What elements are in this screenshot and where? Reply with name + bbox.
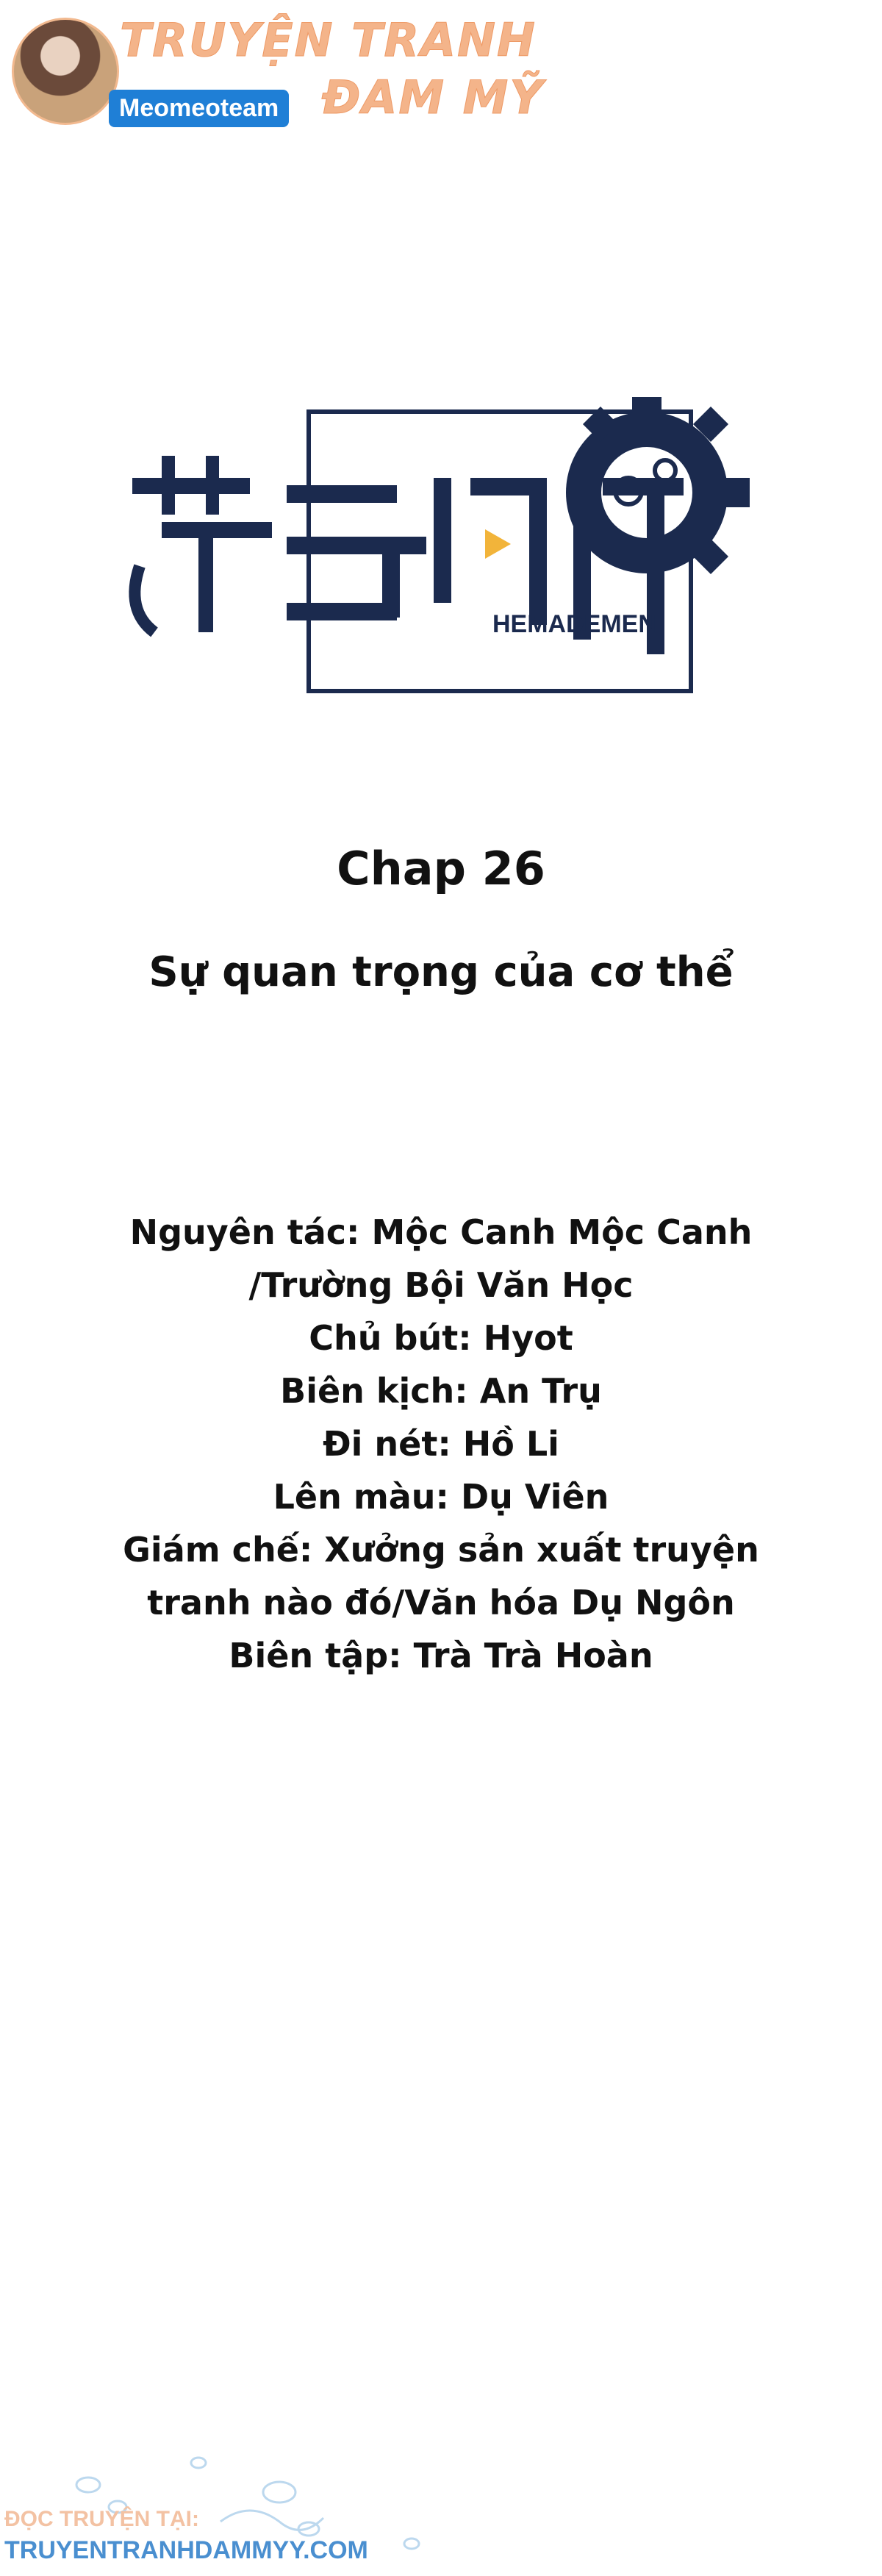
- top-watermark: [6, 13, 579, 131]
- watermark-title-line1: TRUYỆN TRANH: [120, 13, 537, 67]
- site-url: TRUYENTRANHDAMMYY.COM: [4, 2536, 368, 2564]
- series-logo-graphic: [118, 397, 764, 720]
- series-logo: [118, 397, 764, 720]
- bottom-watermark: [0, 2433, 456, 2573]
- read-at-label: ĐỌC TRUYỆN TẠI:: [4, 2507, 199, 2531]
- watermark-title-line2: ĐAM MỸ: [322, 71, 545, 124]
- credit-line: tranh nào đó/Văn hóa Dụ Ngôn: [147, 1583, 735, 1622]
- credit-line: Giám chế: Xưởng sản xuất truyện: [123, 1530, 759, 1570]
- chapter-number: Chap 26: [337, 842, 545, 895]
- credit-line: /Trường Bội Văn Học: [248, 1265, 634, 1305]
- credit-line: Lên màu: Dụ Viên: [273, 1477, 609, 1517]
- logo-caption: HEMADEMEN: [492, 610, 656, 638]
- team-avatar: [12, 18, 119, 125]
- credit-line: Đi nét: Hồ Li: [323, 1424, 559, 1464]
- credits-block: [0, 1206, 882, 1682]
- credit-line: Chủ bút: Hyot: [309, 1318, 573, 1358]
- team-name-badge: Meomeoteam: [109, 90, 289, 127]
- credit-line: Biên kịch: An Trụ: [280, 1371, 602, 1411]
- credit-line: Biên tập: Trà Trà Hoàn: [229, 1636, 653, 1675]
- play-icon: [485, 529, 511, 559]
- credit-line: Nguyên tác: Mộc Canh Mộc Canh: [129, 1212, 753, 1252]
- chapter-title: Sự quan trọng của cơ thể: [148, 948, 734, 996]
